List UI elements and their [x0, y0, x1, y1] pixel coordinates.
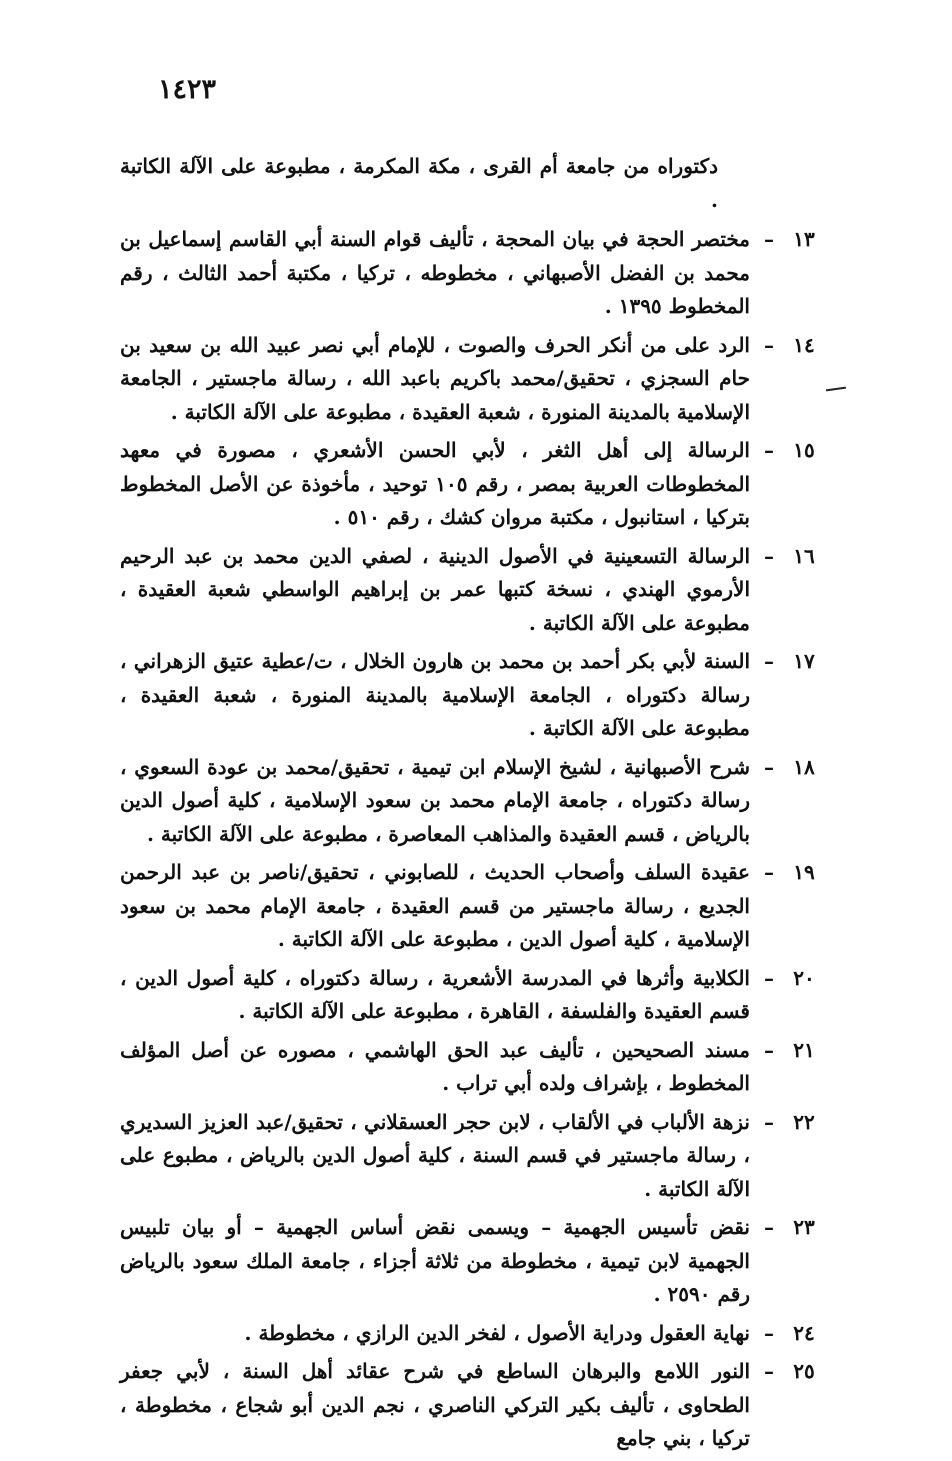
bibliography-entry: [120, 540, 820, 641]
bibliography-entry: [120, 1034, 820, 1101]
bibliography-entry: [120, 434, 820, 535]
entry-dash: –: [764, 1215, 774, 1239]
bibliography-entry: [120, 1317, 820, 1351]
entry-dash: –: [764, 227, 774, 251]
bibliography-entry: [120, 856, 820, 957]
entry-number: ٢٥: [793, 1359, 815, 1383]
entry-dash: –: [764, 965, 774, 990]
entry-number: ١٣: [793, 227, 815, 251]
entry-dash: –: [764, 754, 774, 779]
entry-number: ١٦: [793, 543, 815, 568]
entry-text: نهاية العقول ودراية الأصول ، لفخر الدين الرازي ، مخطوطة .: [244, 1320, 750, 1345]
entry-dash: –: [764, 1109, 774, 1134]
entry-text: الرد على من أنكر الحرف والصوت ، للإمام أبي نصر عبيد الله بن سعيد بن حام السجزي ، تحقيق/محمد باكريم باعبد الله ، رسالة ماجستير ، الجامعة الإسلامية بالمدينة المنورة ، شعبة العقيدة ، مطبوعة على الآلة الكاتبة .: [120, 332, 750, 424]
bibliography-entry: [120, 223, 820, 324]
entry-text: شرح الأصبهانية ، لشيخ الإسلام ابن تيمية ، تحقيق/محمد بن عودة السعوي ، رسالة دكتوراه ، جامعة الإمام محمد بن سعود الإسلامية ، كلية أصول الدين بالرياض ، قسم العقيدة والمذاهب المعاصرة ، مطبوعة على الآلة الكاتبة .: [120, 754, 750, 846]
entry-dash: –: [764, 543, 774, 568]
entry-text: الرسالة إلى أهل الثغر ، لأبي الحسن الأشعري ، مصورة في معهد المخطوطات العربية بمصر ، رقم ١٠٥ توحيد ، مأخوذة عن الأصل المخطوط بتركيا ، استانبول ، مكتبة مروان كشك ، رقم ٥١٠ .: [120, 438, 750, 529]
bibliography-entry: [120, 751, 820, 852]
entry-text: مسند الصحيحين ، تأليف عبد الحق الهاشمي ، مصوره عن أصل المؤلف المخطوط ، بإشراف ولده أبي تراب .: [120, 1037, 750, 1095]
bibliography-entry: [120, 1355, 820, 1456]
bibliography-entry: [120, 329, 820, 430]
entry-text: الرسالة التسعينية في الأصول الدينية ، لصفي الدين محمد بن عبد الرحيم الأرموي الهندي ، نسخة كتبها عمر بن إبراهيم الواسطي شعبة العقيدة ، مطبوعة على الآلة الكاتبة .: [120, 543, 750, 635]
bibliography-entry: [120, 1211, 820, 1312]
entry-dash: –: [764, 860, 774, 884]
entry-number: ٢٠: [793, 965, 815, 990]
entry-text: نزهة الألباب في الألقاب ، لابن حجر العسقلاني ، تحقيق/عبد العزيز السديري ، رسالة ماجستير في قسم السنة ، كلية أصول الدين بالرياض ، مطبوع على الآلة الكاتبة .: [120, 1109, 750, 1201]
entry-number: ٢٤: [793, 1320, 815, 1345]
entry-dash: –: [764, 438, 774, 462]
entry-text: عقيدة السلف وأصحاب الحديث ، للصابوني ، تحقيق/ناصر بن عبد الرحمن الجديع ، رسالة ماجستير من قسم العقيدة ، جامعة الإمام محمد بن سعود الإسلامية ، كلية أصول الدين ، مطبوعة على الآلة الكاتبة .: [120, 860, 750, 951]
bibliography-entry: [120, 1106, 820, 1207]
bibliography-list: [120, 150, 820, 1461]
entry-text: السنة لأبي بكر أحمد بن محمد بن هارون الخلال ، ت/عطية عتيق الزهراني ، رسالة دكتوراه ، الجامعة الإسلامية بالمدينة المنورة ، شعبة العقيدة ، مطبوعة على الآلة الكاتبة .: [120, 649, 750, 740]
entry-number: ١٤: [793, 332, 815, 357]
bibliography-entry: [120, 645, 820, 746]
entry-dash: –: [764, 1320, 774, 1345]
entry-dash: –: [764, 649, 774, 673]
entry-number: ١٧: [793, 649, 815, 673]
page-number: ١٤٢٣: [158, 74, 217, 105]
entry-number: ١٨: [793, 754, 815, 779]
entry-number: ١٥: [793, 438, 815, 462]
entry-dash: –: [764, 1037, 774, 1062]
entry-number: ٢٣: [793, 1215, 815, 1239]
entry-dash: –: [764, 1359, 774, 1383]
entry-number: ٢٢: [793, 1109, 815, 1134]
continued-entry-line: دكتوراه من جامعة أم القرى ، مكة المكرمة ، مطبوعة على الآلة الكاتبة .: [120, 154, 718, 212]
entry-text: مختصر الحجة في بيان المحجة ، تأليف قوام السنة أبي القاسم إسماعيل بن محمد بن الفضل الأصبهاني ، مخطوطه ، تركيا ، مكتبة أحمد الثالث ، رقم المخطوط ١٣٩٥ .: [120, 227, 750, 318]
bibliography-entry: [120, 962, 820, 1029]
entry-dash: –: [764, 332, 774, 357]
margin-mark: [826, 387, 846, 392]
entry-number: ٢١: [793, 1037, 815, 1062]
entry-number: ١٩: [793, 860, 815, 884]
entry-text: النور اللامع والبرهان الساطع في شرح عقائد أهل السنة ، لأبي جعفر الطحاوى ، تأليف بكير التركي الناصري ، نجم الدين أبو شجاع ، مخطوطة ، تركيا ، بني جامع: [120, 1359, 750, 1450]
entry-text: الكلابية وأثرها في المدرسة الأشعرية ، رسالة دكتوراه ، كلية أصول الدين ، قسم العقيدة والفلسفة ، القاهرة ، مطبوعة على الآلة الكاتبة .: [120, 965, 750, 1023]
entry-text: نقض تأسيس الجهمية – ويسمى نقض أساس الجهمية – أو بيان تلبيس الجهمية لابن تيمية ، مخطوطة من ثلاثة أجزاء ، جامعة الملك سعود بالرياض رقم ٢٥٩٠ .: [120, 1215, 750, 1306]
